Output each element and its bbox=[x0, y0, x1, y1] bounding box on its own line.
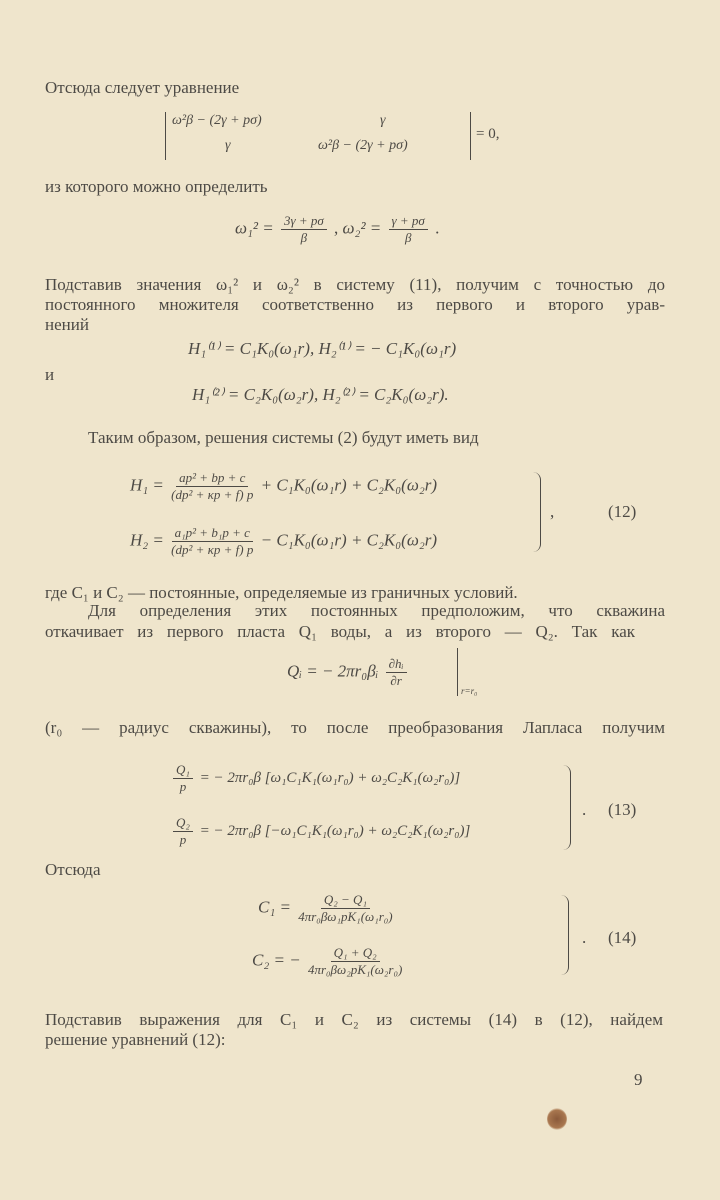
matrix-cell: γ bbox=[380, 113, 386, 128]
paragraph: Отсюда bbox=[45, 860, 101, 879]
denominator: 4πr₀βω₁pK₁(ω₁r₀) bbox=[298, 909, 393, 924]
punctuation: , bbox=[550, 502, 555, 521]
paragraph-line: (r₀ — радиус скважины), то после преобразования Лапласа получим bbox=[45, 718, 665, 737]
denominator: β bbox=[300, 230, 308, 245]
denominator: β bbox=[404, 230, 412, 245]
determinant-bar-left bbox=[165, 112, 166, 160]
period: . bbox=[435, 218, 440, 238]
lhs: C₁ = bbox=[258, 897, 291, 917]
paragraph-line: нений bbox=[45, 315, 89, 334]
matrix-cell: γ bbox=[225, 138, 231, 153]
numerator: 3γ + pσ bbox=[281, 213, 327, 230]
paper-stain bbox=[547, 1108, 567, 1130]
paragraph-line: решение уравнений (12): bbox=[45, 1030, 226, 1049]
equation-13-row-1 bbox=[170, 762, 460, 795]
equation-rhs: = 0, bbox=[476, 126, 500, 142]
denominator: (dp² + κp + f) p bbox=[171, 542, 254, 557]
equation-14-row-1 bbox=[258, 892, 396, 925]
paragraph-line: Подставив выражения для C₁ и C₂ из системы (14) в (12), найдем bbox=[45, 1010, 663, 1029]
equation-14-row-2 bbox=[252, 945, 405, 978]
lhs: Qᵢ = − 2πr₀βᵢ bbox=[287, 661, 379, 681]
denominator: p bbox=[179, 779, 187, 794]
rhs: = − 2πr₀β [ω₁C₁K₁(ω₁r₀) + ω₂C₂K₁(ω₂r₀)] bbox=[199, 769, 461, 786]
denominator: p bbox=[179, 832, 187, 847]
equation-number: (13) bbox=[608, 800, 637, 819]
omega2-lhs: ω₂² = bbox=[342, 218, 382, 238]
denominator: 4πr₀βω₂pK₁(ω₂r₀) bbox=[307, 962, 403, 977]
paragraph: Отсюда следует уравнение bbox=[45, 78, 240, 97]
paragraph-line: откачивает из первого пласта Q₁ воды, а из второго — Q₂. Так как bbox=[45, 622, 635, 641]
qi-equation bbox=[287, 656, 410, 689]
numerator: ∂hᵢ bbox=[386, 656, 407, 673]
rhs: = − 2πr₀β [−ω₁C₁K₁(ω₁r₀) + ω₂C₂K₁(ω₂r₀)] bbox=[199, 822, 471, 839]
equation-13-row-2 bbox=[170, 815, 470, 848]
right-brace bbox=[560, 895, 569, 975]
omega-equation bbox=[235, 213, 439, 246]
numerator: a₁p² + b₁p + c bbox=[172, 525, 253, 542]
numerator: Q₂ bbox=[173, 815, 193, 832]
rhs: − C₁K₀(ω₁r) + C₂K₀(ω₂r) bbox=[260, 530, 438, 550]
numerator: γ + pσ bbox=[389, 213, 428, 230]
numerator: ap² + bp + c bbox=[176, 470, 248, 487]
lhs: H₁ = bbox=[130, 475, 164, 495]
punctuation: . bbox=[582, 800, 587, 819]
denominator: ∂r bbox=[390, 673, 402, 688]
h-equation-2: H₁⁽²⁾ = C₂K₀(ω₂r), H₂⁽²⁾ = C₂K₀(ω₂r). bbox=[192, 385, 449, 404]
paragraph-line: где C₁ и C₂ — постоянные, определяемые из граничных условий. bbox=[45, 583, 518, 602]
evaluation-subscript: r=r₀ bbox=[461, 686, 478, 696]
equation-12-row-2 bbox=[130, 525, 437, 558]
lhs: C₂ = − bbox=[252, 950, 301, 970]
paragraph: Таким образом, решения системы (2) будут иметь вид bbox=[88, 428, 479, 447]
determinant-bar-right bbox=[470, 112, 471, 160]
numerator: Q₁ + Q₂ bbox=[331, 945, 380, 962]
lhs: H₂ = bbox=[130, 530, 164, 550]
matrix-cell: ω²β − (2γ + pσ) bbox=[318, 138, 408, 153]
h-equation-1: H₁⁽¹⁾ = C₁K₀(ω₁r), H₂⁽¹⁾ = − C₁K₀(ω₁r) bbox=[188, 339, 457, 358]
right-brace bbox=[562, 765, 571, 850]
numerator: Q₁ bbox=[173, 762, 193, 779]
separator: , bbox=[334, 218, 339, 238]
punctuation: . bbox=[582, 928, 587, 947]
numerator: Q₂ − Q₁ bbox=[321, 892, 370, 909]
evaluation-bar bbox=[457, 648, 458, 696]
page-number: 9 bbox=[634, 1070, 643, 1089]
paragraph-line: Подставив значения ω₁² и ω₂² в систему (11), получим с точностью до bbox=[45, 275, 665, 294]
matrix-cell: ω²β − (2γ + pσ) bbox=[172, 113, 262, 128]
paragraph: из которого можно определить bbox=[45, 177, 268, 196]
right-brace bbox=[532, 472, 541, 552]
denominator: (dp² + κp + f) p bbox=[171, 487, 254, 502]
rhs: + C₁K₀(ω₁r) + C₂K₀(ω₂r) bbox=[260, 475, 438, 495]
equation-number: (14) bbox=[608, 928, 637, 947]
paragraph-line: постоянного множителя соответственно из первого и второго урав- bbox=[45, 295, 665, 314]
equation-12-row-1 bbox=[130, 470, 437, 503]
omega1-lhs: ω₁² = bbox=[235, 218, 274, 238]
conjunction: и bbox=[45, 365, 55, 384]
paragraph-line: Для определения этих постоянных предположим, что скважина bbox=[88, 601, 665, 620]
equation-number: (12) bbox=[608, 502, 637, 521]
